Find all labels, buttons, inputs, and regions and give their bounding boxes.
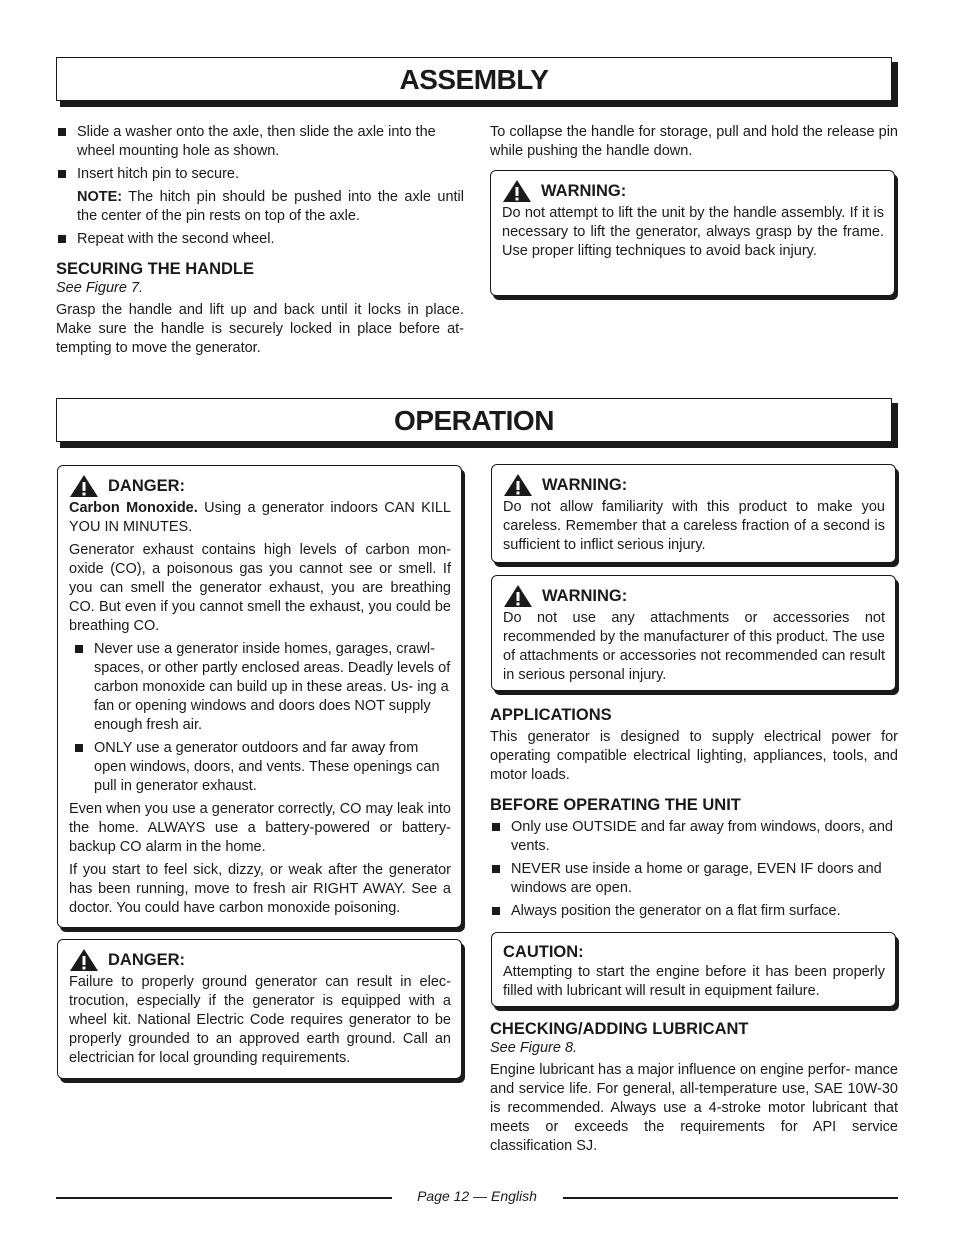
danger-box-grounding	[57, 939, 462, 1079]
danger-bullet: Never use a generator inside homes, garages, crawl- spaces, or other partly enclosed areas. Deadly levels of carbon monoxide can build up in these areas. Us- ing a fan or opening windows and doors does NOT supply enough fresh air.	[73, 640, 451, 735]
page-footer	[56, 1187, 898, 1207]
danger-label: DANGER:	[108, 950, 185, 969]
danger-paragraph: If you start to feel sick, dizzy, or weak after the generator has been running, move to fresh air RIGHT AWAY. See a doctor. You could have carbon monoxide poisoning.	[69, 862, 451, 916]
assembly-bullet: Repeat with the second wheel.	[56, 230, 464, 249]
assembly-title: ASSEMBLY	[399, 63, 549, 95]
danger-paragraph: Even when you use a generator correctly, CO may leak into the home. ALWAYS use a battery-powered or battery-backup CO alarm in the home.	[69, 801, 451, 855]
securing-figure-ref: See Figure 7.	[56, 280, 144, 296]
applications-text: This generator is designed to supply electrical power for operating compatible electrical lighting, appliances, tools, and motor loads.	[490, 729, 898, 783]
danger-box-carbon-monoxide	[57, 465, 462, 928]
lubricant-section	[490, 1019, 898, 1160]
danger-text: Failure to properly ground generator can result in elec- trocution, especially if the generator is equipped with a wheel kit. National Electric Code requires generator to be properly grounded to an approved earth ground. Call an electrician for local grounding requirements.	[69, 974, 451, 1066]
warning-triangle-icon	[503, 473, 533, 497]
before-operating-bullet: Only use OUTSIDE and far away from windows, doors, and vents.	[490, 818, 898, 856]
warning-label: WARNING:	[542, 586, 628, 605]
lubricant-text: Engine lubricant has a major influence on engine perfor- mance and service life. For general, all-temperature use, SAE 10W-30 is recommended. Always use a 4-stroke motor lubricant that meets or exceeds the requirements for API service classification SJ.	[490, 1062, 898, 1154]
warning-label: WARNING:	[542, 475, 628, 494]
assembly-bullet: Slide a washer onto the axle, then slide the axle into the wheel mounting hole as shown.	[56, 123, 464, 161]
warning-triangle-icon	[503, 584, 533, 608]
danger-lead: Carbon Monoxide. Using a generator indoors CAN KILL YOU IN MINUTES.	[69, 500, 451, 535]
assembly-warning-box	[490, 170, 895, 296]
caution-box	[491, 932, 896, 1007]
warning-box-familiarity	[491, 464, 896, 563]
danger-paragraph: Generator exhaust contains high levels of carbon mon- oxide (CO), a poisonous gas you cannot see or smell. If you can smell the generator exhaust, you are breathing CO. But even if you cannot smell the exhaust, you could be breathing CO.	[69, 542, 451, 634]
before-operating-bullet: NEVER use inside a home or garage, EVEN IF doors and windows are open.	[490, 860, 898, 898]
warning-text: Do not use any attachments or accessories not recommended by the manufacturer of this product. The use of attachments or accessories not recommended can result in serious personal injury.	[503, 610, 885, 683]
before-operating-bullet: Always position the generator on a flat firm surface.	[490, 902, 898, 921]
warning-triangle-icon	[69, 474, 99, 498]
page-number: Page 12 — English	[417, 1188, 537, 1204]
assembly-left-column	[56, 123, 464, 362]
danger-label: DANGER:	[108, 476, 185, 495]
warning-triangle-icon	[502, 179, 532, 203]
assembly-bullet: Insert hitch pin to secure. NOTE: The hitch pin should be pushed into the axle until the center of the pin rests on top of the axle.	[56, 165, 464, 226]
before-operating-heading: BEFORE OPERATING THE UNIT	[490, 796, 741, 814]
warning-text: Do not attempt to lift the unit by the handle assembly. If it is necessary to lift the generator, always grasp by the frame. Use proper lifting techniques to avoid back injury.	[502, 205, 884, 259]
assembly-note: NOTE: The hitch pin should be pushed into the axle until the center of the pin rests on top of the axle.	[77, 189, 464, 224]
lubricant-heading: CHECKING/ADDING LUBRICANT	[490, 1020, 749, 1038]
assembly-banner	[56, 57, 898, 107]
securing-heading: SECURING THE HANDLE	[56, 260, 255, 278]
operation-right-column	[490, 705, 898, 925]
collapse-text: To collapse the handle for storage, pull and hold the release pin while pushing the handle down.	[490, 124, 898, 159]
operation-title: OPERATION	[394, 404, 554, 436]
warning-triangle-icon	[69, 948, 99, 972]
danger-bullet: ONLY use a generator outdoors and far away from open windows, doors, and vents. These openings can pull in generator exhaust.	[73, 739, 451, 796]
lubricant-figure-ref: See Figure 8.	[490, 1040, 578, 1056]
footer-rule-left	[56, 1197, 392, 1199]
caution-text: Attempting to start the engine before it has been properly filled with lubricant will result in equipment failure.	[503, 964, 885, 999]
securing-text: Grasp the handle and lift up and back until it locks in place. Make sure the handle is securely locked in place before at- tempting to move the generator.	[56, 302, 464, 356]
warning-text: Do not allow familiarity with this product to make you careless. Remember that a careless fraction of a second is sufficient to inflict serious injury.	[503, 499, 885, 553]
caution-label: CAUTION:	[503, 942, 584, 961]
operation-banner	[56, 398, 898, 448]
assembly-right-column	[490, 123, 898, 165]
warning-label: WARNING:	[541, 181, 627, 200]
footer-rule-right	[563, 1197, 898, 1199]
applications-heading: APPLICATIONS	[490, 706, 612, 724]
warning-box-attachments	[491, 575, 896, 691]
